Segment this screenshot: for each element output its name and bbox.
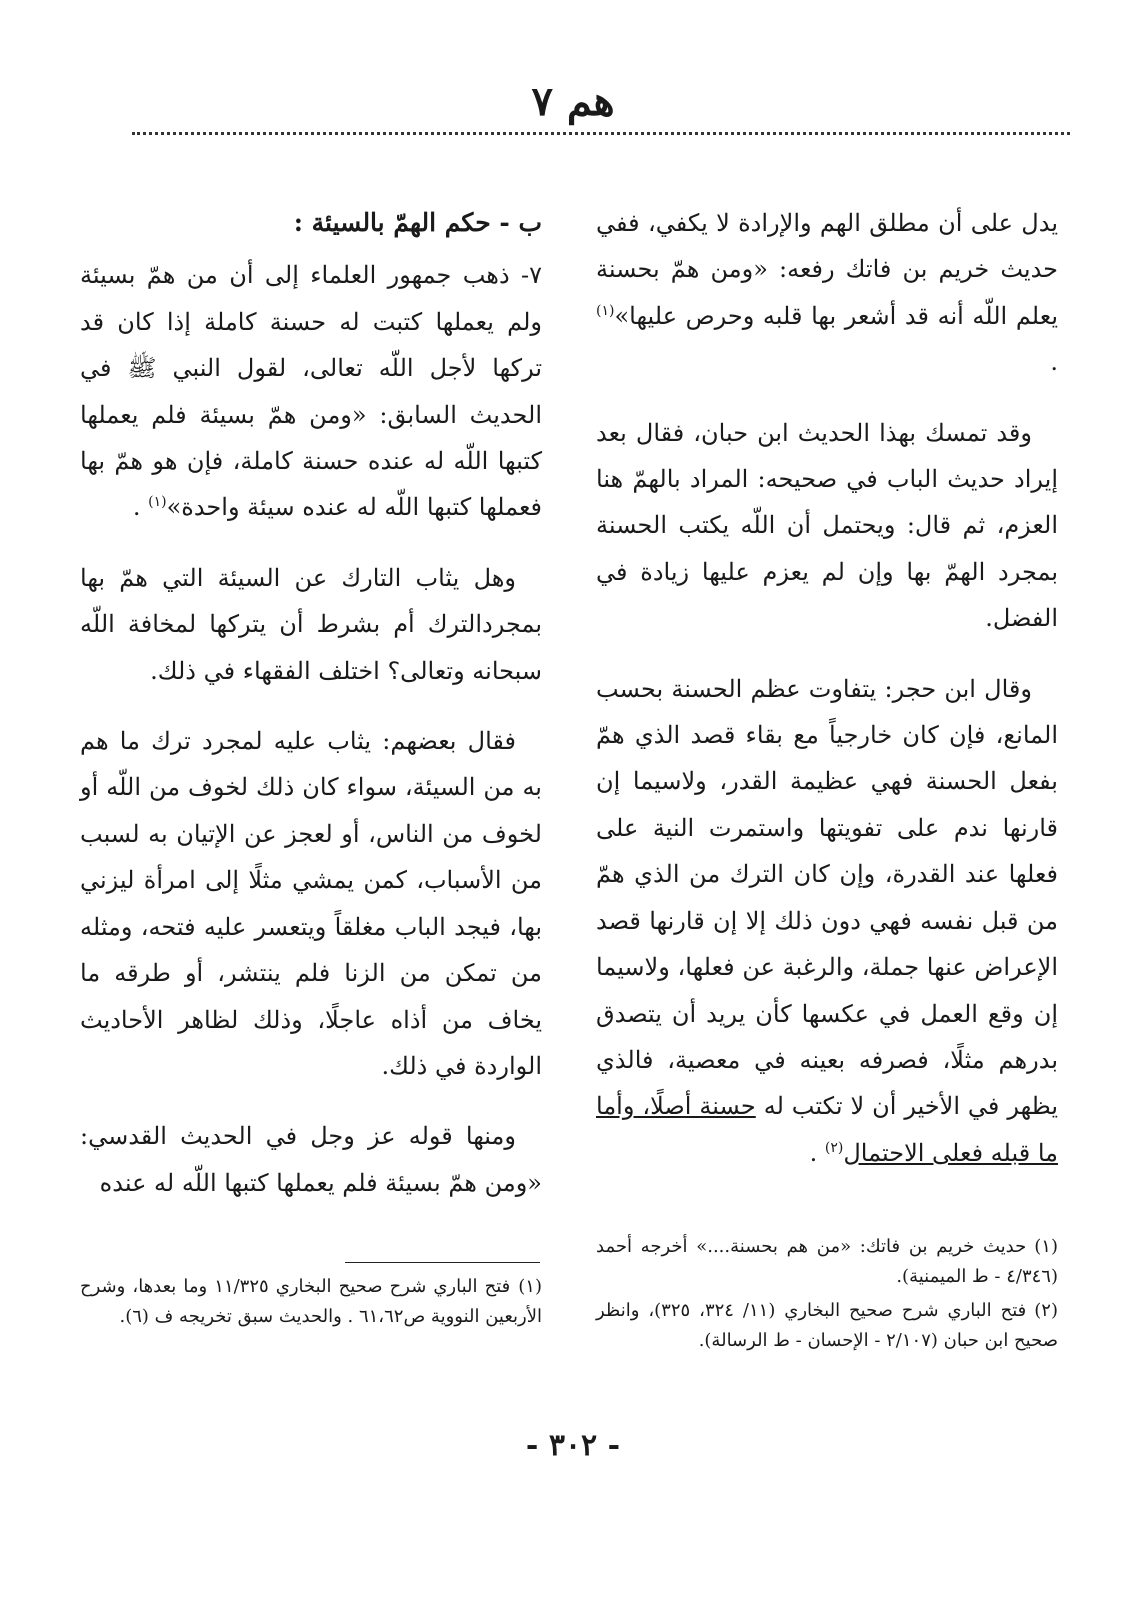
- footnote-number: (١): [1034, 1236, 1058, 1257]
- running-title: هم ٧: [531, 78, 615, 125]
- right-paragraph-1: [596, 200, 1058, 386]
- footnotes-right: [596, 1232, 1058, 1360]
- left-paragraph-1: [80, 252, 542, 530]
- footnote-text: حديث خريم بن فاتك: «من هم بحسنة....» أخرجه أحمد (٤/٣٤٦ - ط الميمنية).: [596, 1236, 1058, 1287]
- footnote-separator: [345, 1262, 540, 1263]
- left-column: [80, 200, 542, 1230]
- left-paragraph-1-text: ٧- ذهب جمهور العلماء إلى أن من همّ بسيئة ولم يعملها كتبت له حسنة كاملة إذا كان قد تركها لأجل اللّه تعالى، لقول النبي ﷺ في الحديث السابق: «ومن همّ بسيئة فلم يعملها كتبها اللّه له عنده حسنة كاملة، فإن هو همّ بها فعملها كتبها اللّه له عنده سيئة واحدة»: [80, 261, 542, 522]
- footnote-text: فتح الباري شرح صحيح البخاري ١١/٣٢٥ وما بعدها، وشرح الأربعين النووية ص٦١،٦٢ . والحديث سبق تخريجه ف (٦).: [80, 1276, 542, 1327]
- right-paragraph-1-end: .: [1050, 348, 1058, 377]
- right-paragraph-2: وقد تمسك بهذا الحديث ابن حبان، فقال بعد إيراد حديث الباب في صحيحه: المراد بالهمّ هنا العزم، ثم قال: ويحتمل أن اللّه يكتب الحسنة بمجرد الهمّ بها وإن لم يعزم عليها زيادة في الفضل.: [596, 418, 1058, 633]
- footnote-text: فتح الباري شرح صحيح البخاري (١١/ ٣٢٤، ٣٢٥)، وانظر صحيح ابن حبان (٢/١٠٧ - الإحسان - ط الرسالة).: [596, 1300, 1058, 1351]
- right-column: [596, 200, 1058, 1200]
- page-number: - ٣٠٢ -: [525, 1428, 621, 1463]
- footnote-right-2: [596, 1296, 1058, 1356]
- left-paragraph-3: فقال بعضهم: يثاب عليه لمجرد ترك ما هم به من السيئة، سواء كان ذلك لخوف من اللّه أو لخوف من الناس، أو لعجز عن الإتيان به لسبب من الأسباب، كمن يمشي مثلًا إلى امرأة ليزني بها، فيجد الباب مغلقاً ويتعسر عليه فتحه، ومثله من تمكن من الزنا فلم ينتشر، أو طرقه ما يخاف من أذاه عاجلًا، وذلك لظاهر الأحاديث الواردة في ذلك.: [80, 727, 542, 1080]
- footnote-ref-1: (١): [596, 302, 615, 319]
- right-paragraph-1-text: يدل على أن مطلق الهم والإرادة لا يكفي، ففي حديث خريم بن فاتك رفعه: «ومن همّ بحسنة يعلم اللّه أنه قد أشعر بها قلبه وحرص عليها»: [596, 209, 1058, 330]
- left-paragraph-4: ومنها قوله عز وجل في الحديث القدسي: «ومن همّ بسيئة فلم يعملها كتبها اللّه له عنده: [80, 1122, 542, 1197]
- footnote-ref-2: (٢): [824, 1139, 844, 1156]
- header-dotted-rule: [132, 132, 1070, 135]
- footnotes-left: [80, 1272, 542, 1336]
- right-paragraph-3: [596, 666, 1058, 1176]
- footnote-right-1: [596, 1232, 1058, 1292]
- left-paragraph-1-end: .: [132, 493, 149, 522]
- footnote-number: (٢): [1034, 1300, 1058, 1321]
- right-paragraph-3-end: .: [809, 1138, 825, 1167]
- right-paragraph-3-text: وقال ابن حجر: يتفاوت عظم الحسنة بحسب المانع، فإن كان خارجياً مع بقاء قصد الذي همّ بفعل الحسنة فهي عظيمة القدر، ولاسيما إن قارنها ندم على تفويتها واستمرت النية على فعلها عند القدرة، وإن كان الترك من الذي همّ من قبل نفسه فهي دون ذلك إلا إن قارنها قصد الإعراض عنها جملة، والرغبة عن فعلها، ولاسيما إن وقع العمل في عكسها كأن يريد أن يتصدق بدرهم مثلًا، فصرفه بعينه في معصية، فالذي يظهر في الأخير أن لا تكتب له: [596, 674, 1059, 1121]
- footnote-number: (١): [518, 1276, 542, 1297]
- footnote-left-1: [80, 1272, 542, 1332]
- left-paragraph-2: وهل يثاب التارك عن السيئة التي همّ بها بمجردالترك أم بشرط أن يتركها لمخافة اللّه سبحانه وتعالى؟ اختلف الفقهاء في ذلك.: [80, 563, 542, 685]
- footnote-ref-left-1: (١): [148, 494, 167, 511]
- section-heading: ب - حكم الهمّ بالسيئة :: [293, 208, 542, 237]
- right-paragraph-3-underlined: حسنة أصلًا، وأما ما قبله فعلى الاحتمال: [596, 1092, 1058, 1167]
